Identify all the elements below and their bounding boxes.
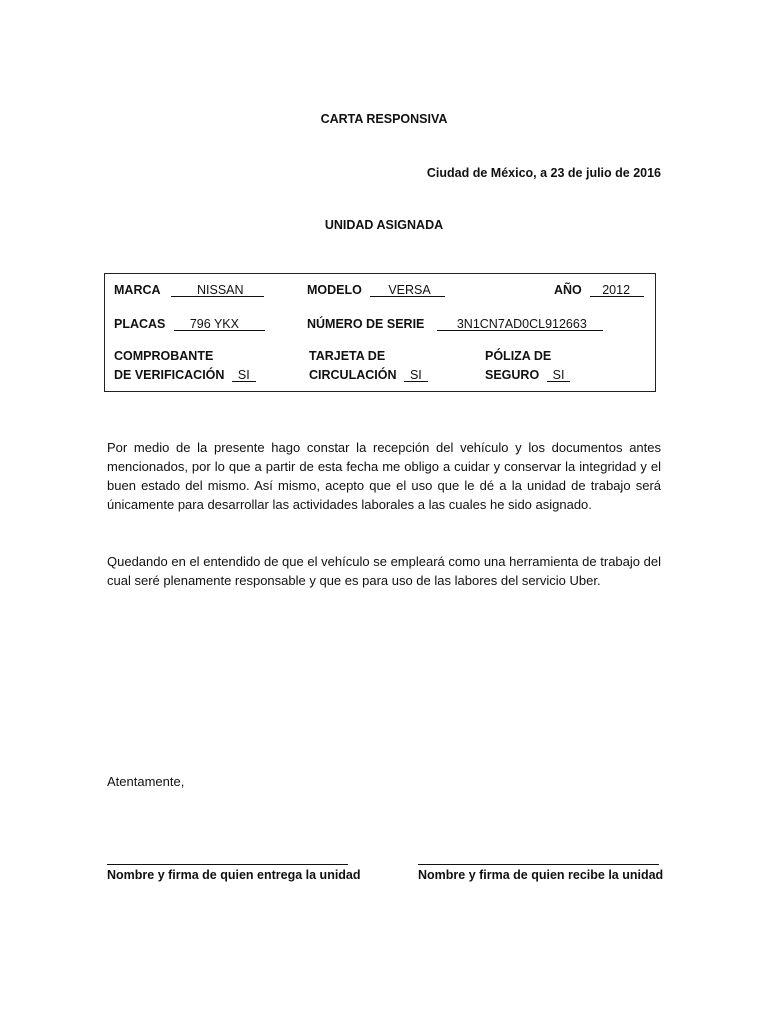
signature-label-left: Nombre y firma de quien entrega la unidad xyxy=(107,868,361,882)
serie-value: 3N1CN7AD0CL912663 xyxy=(437,318,603,331)
anio-value: 2012 xyxy=(590,284,644,297)
marca-field xyxy=(114,281,264,299)
signature-line-right xyxy=(418,864,659,865)
modelo-field xyxy=(307,281,445,299)
poliza-value: SI xyxy=(547,369,571,382)
poliza-label-2: SEGURO xyxy=(485,368,540,382)
vehicle-info-box xyxy=(104,273,656,392)
document-title: CARTA RESPONSIVA xyxy=(320,112,448,126)
placas-label: PLACAS xyxy=(114,317,166,331)
marca-label: MARCA xyxy=(114,283,161,297)
signature-label-right: Nombre y firma de quien recibe la unidad xyxy=(418,868,664,882)
tarjeta-label-1: TARJETA DE xyxy=(309,349,386,363)
anio-label: AÑO xyxy=(554,283,582,297)
modelo-label: MODELO xyxy=(307,283,362,297)
paragraph-responsibility: Quedando en el entendido de que el vehículo se empleará como una herramienta de trabajo del cual seré plenamente responsable y que es para uso de las labores del servicio Uber. xyxy=(107,554,661,588)
anio-field xyxy=(554,281,644,299)
poliza-field xyxy=(485,349,570,384)
date-line: Ciudad de México, a 23 de julio de 2016 xyxy=(426,166,661,180)
tarjeta-field xyxy=(309,349,428,384)
section-title: UNIDAD ASIGNADA xyxy=(324,218,444,232)
comprobante-value: SI xyxy=(232,369,256,382)
marca-value: NISSAN xyxy=(171,284,264,297)
modelo-value: VERSA xyxy=(370,284,444,297)
comprobante-label-2: DE VERIFICACIÓN xyxy=(114,368,225,382)
poliza-label-1: PÓLIZA DE xyxy=(485,349,552,363)
tarjeta-label-2: CIRCULACIÓN xyxy=(309,368,397,382)
closing-text: Atentamente, xyxy=(107,774,185,789)
comprobante-field xyxy=(114,349,256,384)
placas-value: 796 YKX xyxy=(174,318,265,331)
tarjeta-value: SI xyxy=(404,369,428,382)
serie-label: NÚMERO DE SERIE xyxy=(307,317,425,331)
placas-field xyxy=(114,315,265,333)
paragraph-receipt: Por medio de la presente hago constar la recepción del vehículo y los documentos antes mencionados, por lo que a partir de esta fecha me obligo a cuidar y conservar la integridad y el buen estado del mismo. Así mismo, acepto que el uso que le dé a la unidad de trabajo será únicamente para desarrollar las actividades laborales a las cuales he sido asignado. xyxy=(107,440,661,512)
comprobante-label-1: COMPROBANTE xyxy=(114,349,214,363)
signature-line-left xyxy=(107,864,348,865)
serie-field xyxy=(307,315,603,333)
